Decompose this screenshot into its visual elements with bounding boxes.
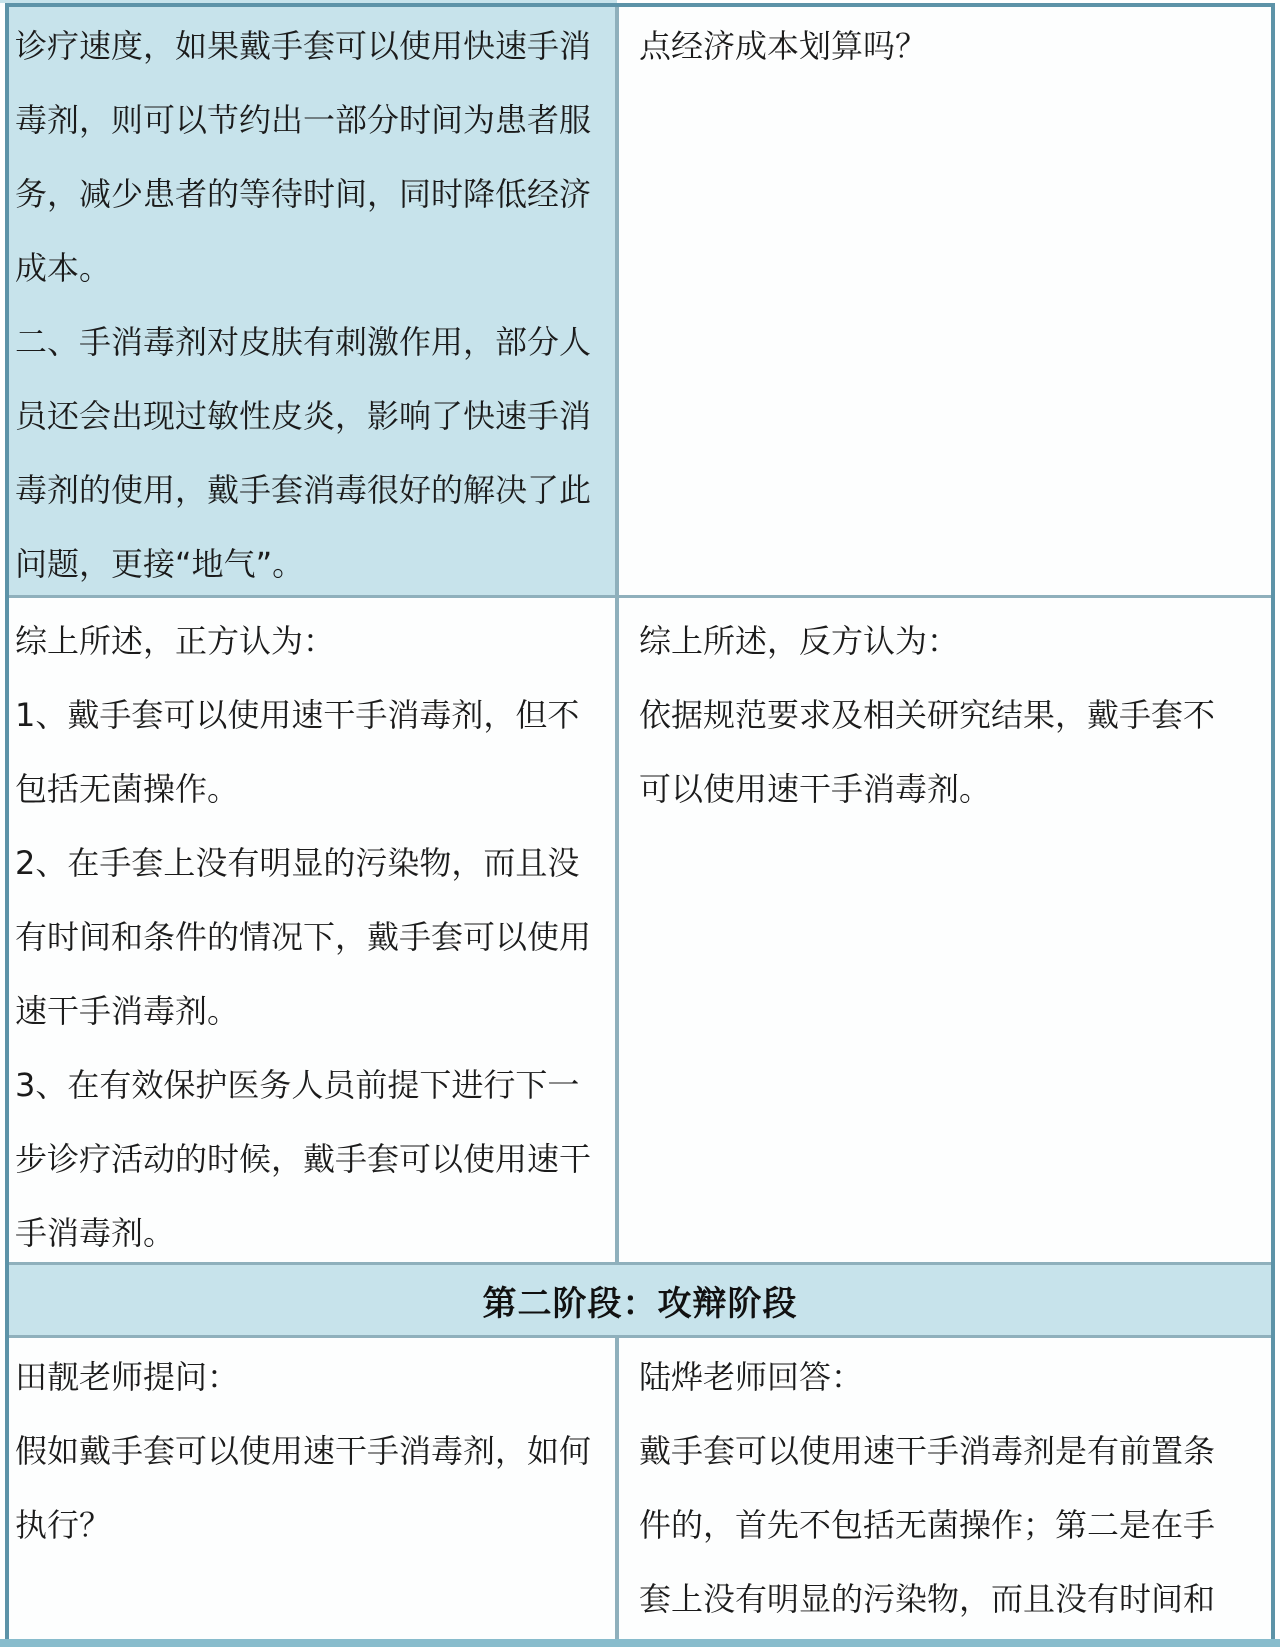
cell-answer [619,1338,1271,1647]
paragraph: 2、在手套上没有明显的污染物，而且没有时间和条件的情况下，戴手套可以使用速干手消毒剂。 [15,844,592,1030]
cell-question [9,1338,619,1647]
bottom-crop-border [0,1639,1280,1647]
summary-row [9,598,1271,1265]
paragraph: 诊疗速度，如果戴手套可以使用快速手消毒剂，则可以节约出一部分时间为患者服务，减少患者的等待时间，同时降低经济成本。 [15,27,592,287]
cell-affirmative-summary [9,598,619,1262]
opening-statements-row [9,7,1271,598]
paragraph: 二、手消毒剂对皮肤有刺激作用，部分人员还会出现过敏性皮炎，影响了快速手消毒剂的使用，戴手套消毒很好的解决了此问题，更接“地气”。 [15,323,592,583]
phase-header-title: 第二阶段：攻辩阶段 [482,1283,798,1324]
paragraph: 综上所述，正方认为： [15,622,336,660]
paragraph: 依据规范要求及相关研究结果，戴手套不可以使用速干手消毒剂。 [639,696,1216,808]
paragraph: 戴手套可以使用速干手消毒剂是有前置条件的，首先不包括无菌操作；第二是在手套上没有明显的污染物，而且没有时间和 [639,1432,1216,1618]
paragraph: 点经济成本划算吗？ [639,27,928,65]
qa-row [9,1338,1271,1647]
paragraph: 1、戴手套可以使用速干手消毒剂，但不包括无菌操作。 [15,696,580,808]
cell-negative-summary [619,598,1271,1262]
paragraph: 3、在有效保护医务人员前提下进行下一步诊疗活动的时候，戴手套可以使用速干手消毒剂。 [15,1066,592,1252]
cell-negative-opening [619,7,1271,595]
paragraph: 田靓老师提问： [15,1358,240,1396]
debate-table [5,3,1275,1647]
phase-header-row [9,1265,1271,1338]
paragraph: 陆烨老师回答： [639,1358,864,1396]
paragraph: 综上所述，反方认为： [639,622,960,660]
paragraph: 假如戴手套可以使用速干手消毒剂，如何执行？ [15,1432,592,1544]
cell-affirmative-opening [9,7,619,595]
